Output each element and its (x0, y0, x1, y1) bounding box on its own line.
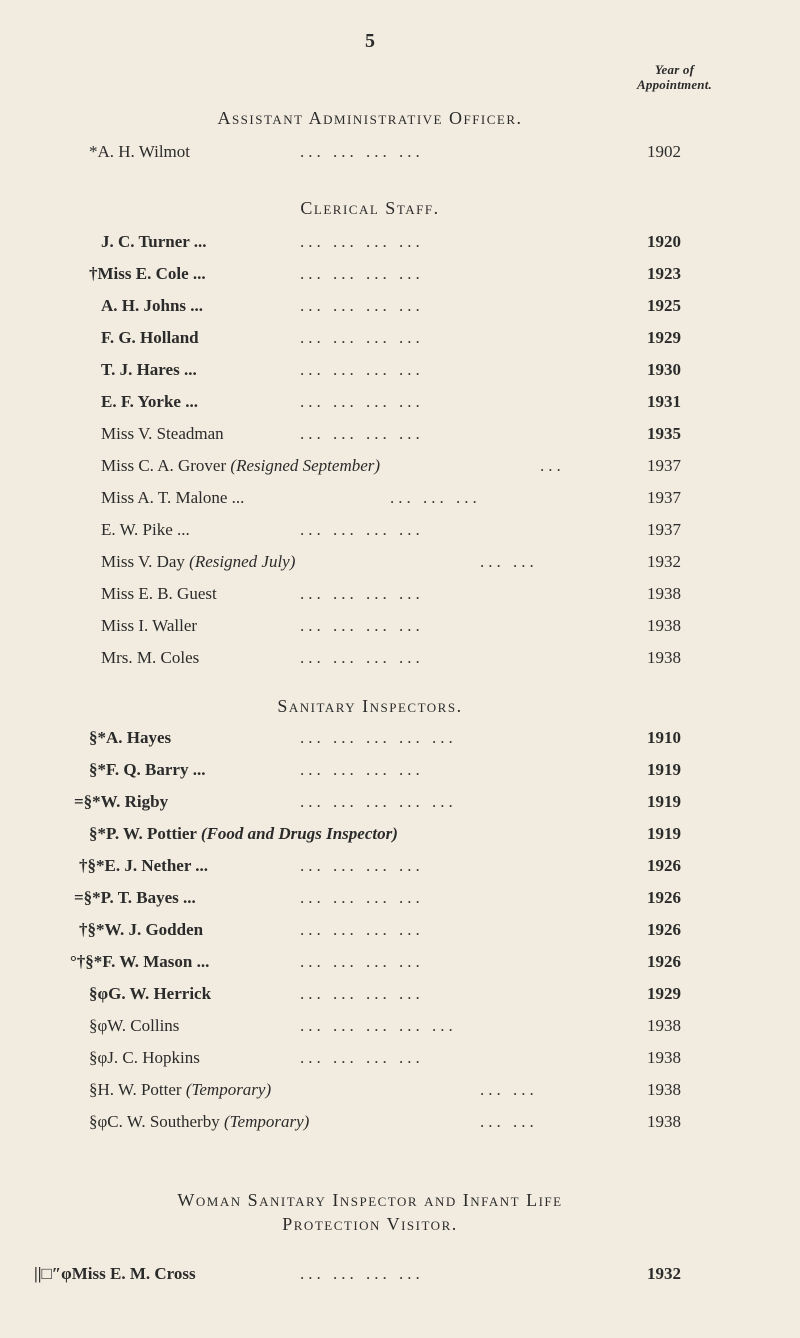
entry-name: T. J. Hares ... (101, 360, 197, 379)
list-item (0, 296, 800, 328)
entry-name: Miss E. B. Guest (101, 584, 217, 603)
entry-year: 1932 (647, 552, 681, 571)
entry-name: §*A. Hayes (89, 728, 172, 747)
dot-leader: ... ... ... ... (300, 1264, 424, 1283)
list-item (0, 488, 800, 520)
dot-leader: ... ... ... ... (300, 232, 424, 251)
entry-year: 1926 (647, 888, 681, 907)
list-item (0, 232, 800, 264)
entry-year: 1902 (647, 142, 681, 161)
year-of-appointment-header (637, 62, 712, 92)
list-item (0, 1112, 800, 1144)
dot-leader: ... ... ... ... (300, 142, 424, 161)
list-item (0, 984, 800, 1016)
dot-leader: ... ... ... ... (300, 296, 424, 315)
list-item (0, 1048, 800, 1080)
section-title-assistant-admin: Assistant Administrative Officer. (217, 108, 523, 128)
entry-name: =§*P. T. Bayes ... (74, 888, 196, 907)
dot-leader: ... ... ... ... (300, 856, 424, 875)
entry-name: Miss V. Day (101, 552, 185, 571)
dot-leader: ... ... ... ... (300, 648, 424, 667)
entry-year: 1931 (647, 392, 681, 411)
entry-name: §φC. W. Southerby (89, 1112, 220, 1131)
list-item (0, 648, 800, 680)
entry-year: 1923 (647, 264, 681, 283)
list-item (0, 392, 800, 424)
dot-leader: ... ... ... ... ... (300, 792, 457, 811)
entry-name: Mrs. M. Coles (101, 648, 200, 667)
entry-name-with-note (89, 1080, 271, 1100)
dot-leader: ... (540, 456, 565, 475)
entry-name: Miss C. A. Grover (101, 456, 227, 475)
list-item (0, 920, 800, 952)
section-title-sanitary: Sanitary Inspectors. (277, 696, 463, 716)
entry-year: 1938 (647, 616, 681, 635)
dot-leader: ... ... ... ... (300, 1048, 424, 1067)
entry-name: Miss A. T. Malone ... (101, 488, 245, 507)
entry-year: 1938 (647, 648, 681, 667)
entry-year: 1929 (647, 984, 681, 1003)
entry-name: J. C. Turner ... (101, 232, 207, 251)
entry-year: 1919 (647, 792, 681, 811)
dot-leader: ... ... ... ... (300, 888, 424, 907)
dot-leader: ... ... (480, 1112, 538, 1131)
entry-name: Miss V. Steadman (101, 424, 224, 443)
dot-leader: ... ... (480, 1080, 538, 1099)
entry-year: 1926 (647, 920, 681, 939)
section-title-woman-sanitary-line2: Protection Visitor. (282, 1214, 458, 1234)
entry-name: ||□″φMiss E. M. Cross (34, 1264, 196, 1283)
dot-leader: ... ... ... ... (300, 584, 424, 603)
entry-name: †§*E. J. Nether ... (79, 856, 209, 875)
dot-leader: ... ... ... ... (300, 984, 424, 1003)
entry-name-with-note (101, 552, 295, 572)
dot-leader: ... ... ... ... (300, 616, 424, 635)
entry-name: Miss I. Waller (101, 616, 198, 635)
entry-name: *A. H. Wilmot (89, 142, 191, 161)
entry-note: (Food and Drugs Inspector) (200, 824, 398, 843)
list-item (0, 1016, 800, 1048)
entry-year: 1937 (647, 456, 681, 475)
list-item (0, 584, 800, 616)
entry-name: A. H. Johns ... (101, 296, 204, 315)
list-item (0, 1080, 800, 1112)
dot-leader: ... ... ... ... (300, 392, 424, 411)
entry-year: 1929 (647, 328, 681, 347)
entry-name: §*P. W. Pottier (89, 824, 197, 843)
list-item (0, 520, 800, 552)
entry-year: 1938 (647, 1080, 681, 1099)
entry-name: E. F. Yorke ... (101, 392, 198, 411)
entry-year: 1926 (647, 856, 681, 875)
list-item (0, 856, 800, 888)
dot-leader: ... ... ... ... (300, 264, 424, 283)
year-header-line1: Year of (654, 62, 695, 77)
dot-leader: ... ... ... ... (300, 760, 424, 779)
list-item (0, 888, 800, 920)
entry-year: 1910 (647, 728, 681, 747)
list-item (0, 424, 800, 456)
entry-note: (Temporary) (185, 1080, 272, 1099)
dot-leader: ... ... (480, 552, 538, 571)
entry-name-with-note (89, 824, 398, 844)
entry-name: §φG. W. Herrick (89, 984, 212, 1003)
dot-leader: ... ... ... ... (300, 360, 424, 379)
entry-name: †§*W. J. Godden (79, 920, 204, 939)
dot-leader: ... ... ... ... (300, 920, 424, 939)
entry-name: °†§*F. W. Mason ... (70, 952, 210, 971)
list-item (0, 824, 800, 856)
dot-leader: ... ... ... ... (300, 328, 424, 347)
list-item (0, 728, 800, 760)
entry-year: 1938 (647, 1112, 681, 1131)
entry-name: E. W. Pike ... (101, 520, 190, 539)
list-item (0, 552, 800, 584)
page-number: 5 (365, 30, 375, 52)
entry-year: 1930 (647, 360, 681, 379)
entry-name-with-note (101, 456, 380, 476)
entry-year: 1919 (647, 760, 681, 779)
entry-year: 1935 (647, 424, 681, 443)
entry-year: 1937 (647, 488, 681, 507)
year-header-line2: Appointment. (637, 77, 712, 92)
entry-name: §φJ. C. Hopkins (89, 1048, 200, 1067)
list-item (0, 1264, 800, 1296)
list-item (0, 328, 800, 360)
entry-year: 1919 (647, 824, 681, 843)
list-item (0, 456, 800, 488)
section-title-clerical: Clerical Staff. (300, 198, 440, 218)
entry-year: 1938 (647, 584, 681, 603)
entry-year: 1938 (647, 1048, 681, 1067)
entry-note: (Resigned September) (230, 456, 381, 475)
entry-name: F. G. Holland (101, 328, 199, 347)
dot-leader: ... ... ... ... (300, 952, 424, 971)
dot-leader: ... ... ... ... ... (300, 1016, 457, 1035)
entry-year: 1932 (647, 1264, 681, 1283)
entry-year: 1920 (647, 232, 681, 251)
section-title-woman-sanitary-line1: Woman Sanitary Inspector and Infant Life (177, 1190, 563, 1210)
entry-year: 1926 (647, 952, 681, 971)
entry-name: §*F. Q. Barry ... (89, 760, 206, 779)
entry-year: 1937 (647, 520, 681, 539)
dot-leader: ... ... ... ... (300, 520, 424, 539)
dot-leader: ... ... ... ... ... (300, 728, 457, 747)
list-item (0, 792, 800, 824)
entry-year: 1925 (647, 296, 681, 315)
list-item (0, 760, 800, 792)
dot-leader: ... ... ... ... (300, 424, 424, 443)
entry-note: (Temporary) (223, 1112, 310, 1131)
list-item (0, 264, 800, 296)
entry-note: (Resigned July) (189, 552, 296, 571)
entry-name: §φW. Collins (89, 1016, 180, 1035)
entry-name: †Miss E. Cole ... (89, 264, 206, 283)
list-item (0, 952, 800, 984)
entry-name: §H. W. Potter (89, 1080, 182, 1099)
list-item (0, 360, 800, 392)
entry-name-with-note (89, 1112, 309, 1132)
dot-leader: ... ... ... (390, 488, 481, 507)
entry-name: =§*W. Rigby (74, 792, 169, 811)
list-item (0, 142, 800, 174)
entry-year: 1938 (647, 1016, 681, 1035)
list-item (0, 616, 800, 648)
